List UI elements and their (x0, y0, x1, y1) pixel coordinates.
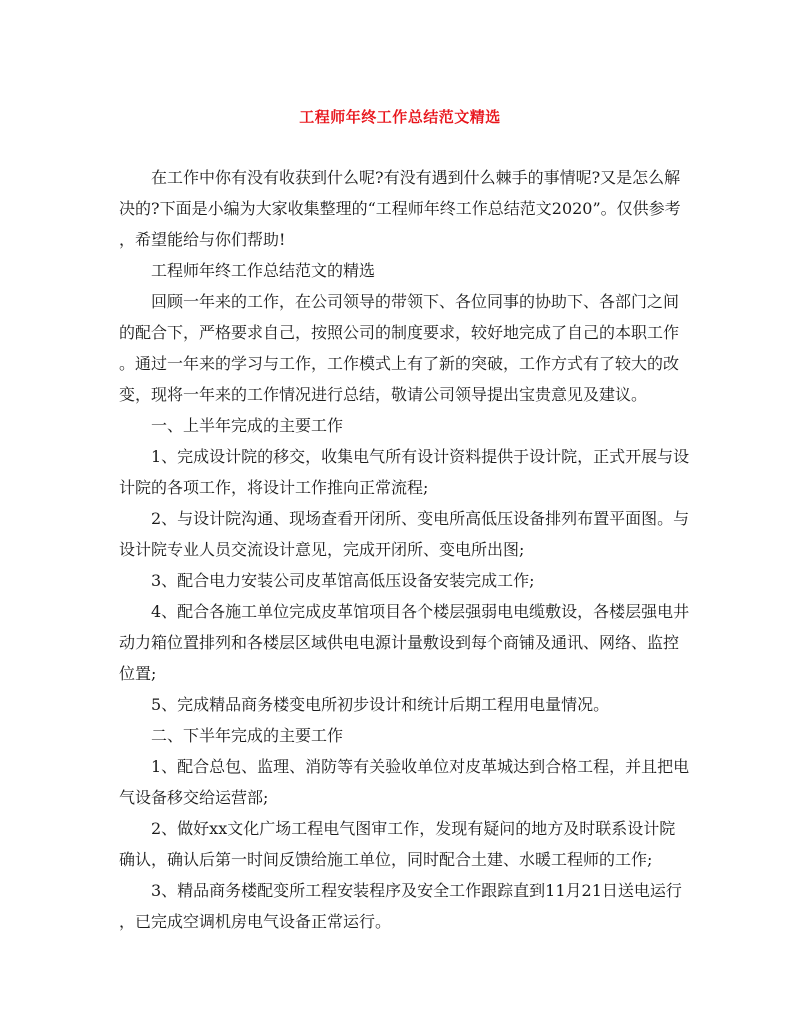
paragraph-line: 的配合下，严格要求自己，按照公司的制度要求，较好地完成了自己的本职工作 (119, 323, 680, 342)
section-heading: 一、上半年完成的主要工作 (151, 416, 344, 435)
list-item-line: 1、完成设计院的移交，收集电气所有设计资料提供于设计院，正式开展与设 (151, 447, 690, 466)
list-item-line: 确认，确认后第一时间反馈给施工单位，同时配合土建、水暖工程师的工作; (119, 850, 653, 869)
paragraph-line: 在工作中你有没有收获到什么呢?有没有遇到什么棘手的事情呢?又是怎么解 (151, 168, 681, 187)
section-heading: 工程师年终工作总结范文的精选 (151, 261, 376, 280)
list-item-line: 气设备移交给运营部; (119, 788, 269, 807)
paragraph-line: 决的?下面是小编为大家收集整理的“工程师年终工作总结范文2020”。仅供参考 (119, 199, 681, 218)
paragraph-line: 。通过一年来的学习与工作，工作模式上有了新的突破，工作方式有了较大的改 (119, 354, 680, 373)
list-item-line: 3、精品商务楼配变所工程安装程序及安全工作跟踪直到11月21日送电运行 (151, 881, 682, 900)
list-item-line: 5、完成精品商务楼变电所初步设计和统计后期工程用电量情况。 (151, 695, 610, 714)
list-item-line: ，已完成空调机房电气设备正常运行。 (119, 912, 392, 931)
list-item-line: 设计院专业人员交流设计意见，完成开闭所、变电所出图; (119, 540, 525, 559)
paragraph-line: 变，现将一年来的工作情况进行总结，敬请公司领导提出宝贵意见及建议。 (119, 385, 648, 404)
list-item-line: 2、与设计院沟通、现场查看开闭所、变电所高低压设备排列布置平面图。与 (151, 509, 690, 528)
list-item-line: 3、配合电力安装公司皮革馆高低压设备安装完成工作; (151, 571, 535, 590)
section-heading: 二、下半年完成的主要工作 (151, 726, 344, 745)
list-item-line: 动力箱位置排列和各楼层区域供电电源计量敷设到每个商铺及通讯、网络、监控 (119, 633, 680, 652)
list-item-line: 1、配合总包、监理、消防等有关验收单位对皮革城达到合格工程，并且把电 (151, 757, 690, 776)
document-body (119, 162, 690, 937)
paragraph-line: ，希望能给与你们帮助! (119, 230, 286, 249)
list-item-line: 计院的各项工作，将设计工作推向正常流程; (119, 478, 429, 497)
list-item-line: 4、配合各施工单位完成皮革馆项目各个楼层强弱电电缆敷设，各楼层强电井 (151, 602, 690, 621)
list-item-line: 2、做好xx文化广场工程电气图审工作，发现有疑问的地方及时联系设计院 (151, 819, 676, 838)
list-item-line: 位置; (119, 664, 157, 683)
paragraph-line: 回顾一年来的工作，在公司领导的带领下、各位同事的协助下、各部门之间 (151, 292, 680, 311)
document-title: 工程师年终工作总结范文精选 (299, 108, 501, 126)
